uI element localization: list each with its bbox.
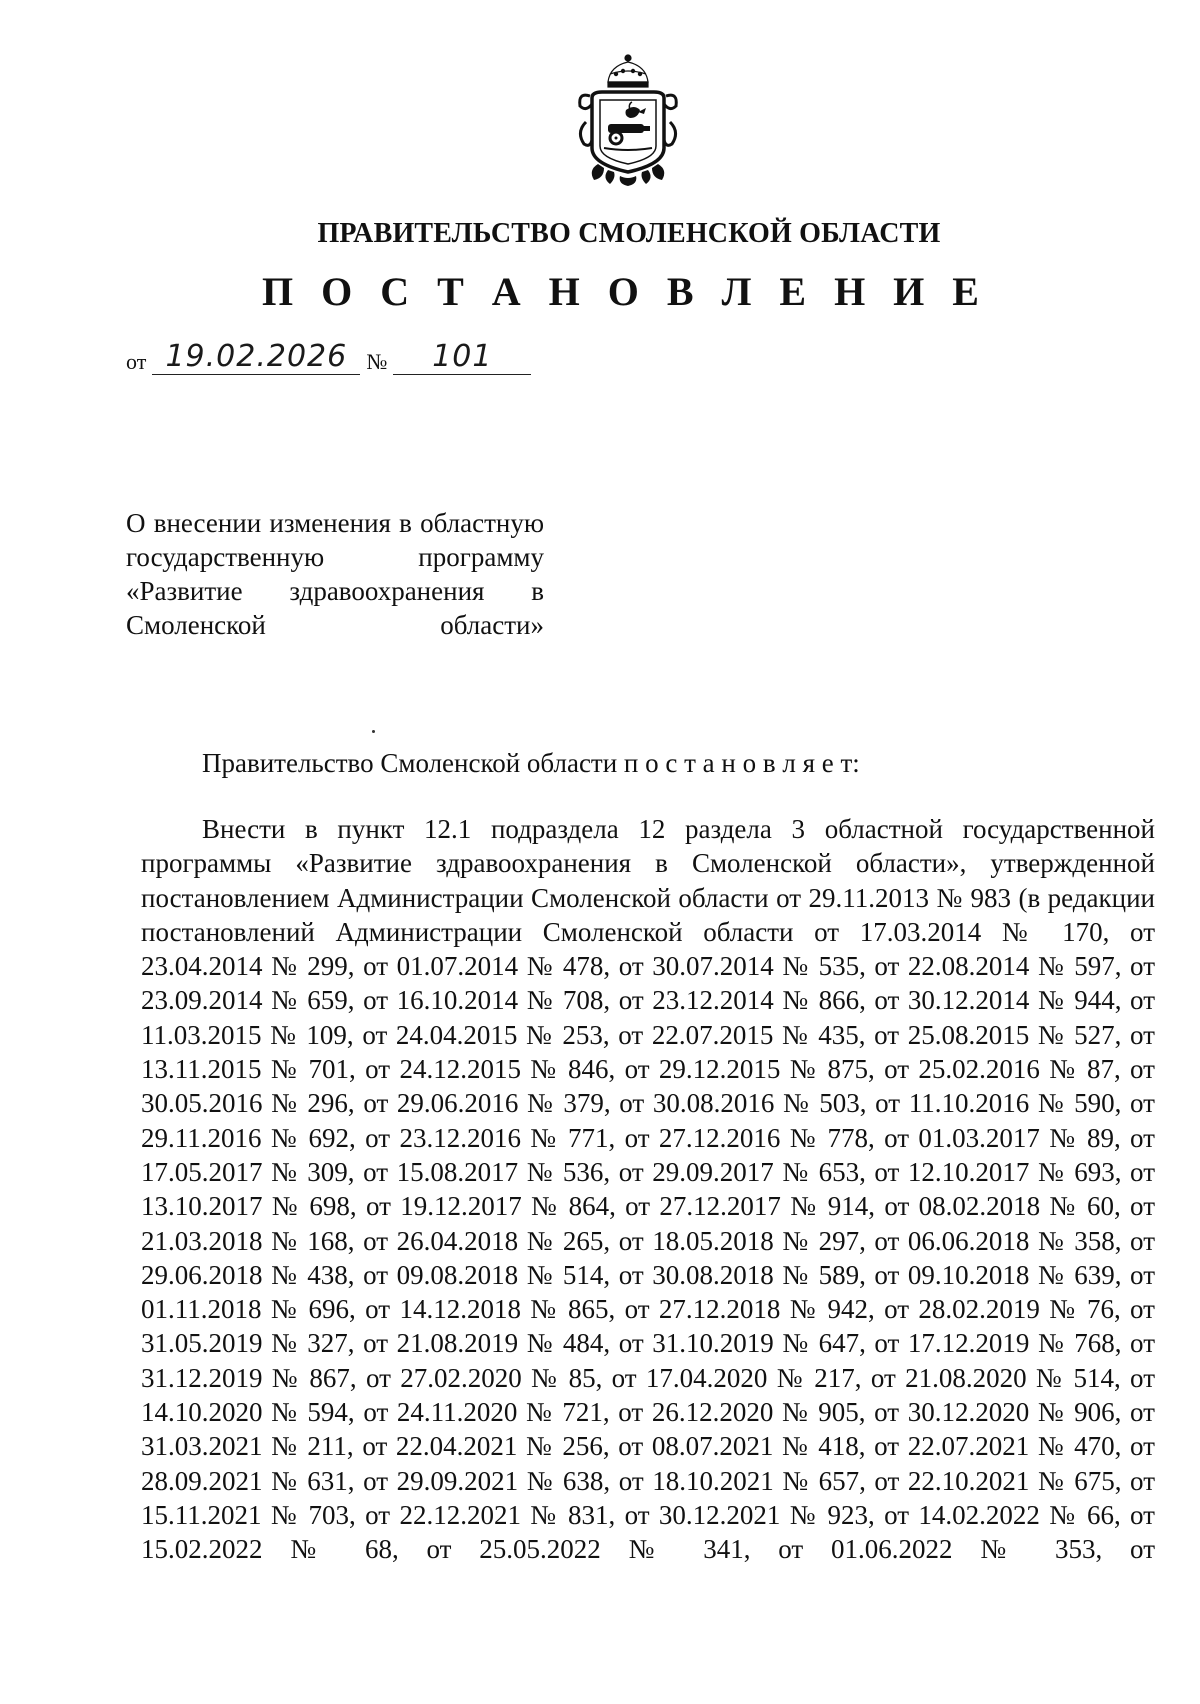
handwritten-number: 101 <box>393 340 531 375</box>
document-type-title: П О С Т А Н О В Л Е Н И Е <box>262 269 988 314</box>
handwritten-date: 19.02.2026 <box>152 340 360 375</box>
stray-mark <box>372 730 375 733</box>
number-label: № <box>366 349 388 374</box>
date-from-label: от <box>126 349 147 374</box>
body-paragraph: Внести в пункт 12.1 подраздела 12 раздела 3 областной государственной программы «Развитие здравоохранения в Смоленской области», утвержденной постановлением Администрации Смоленской области от 29.11.2013 № 983 (в редакции постановлений Администрации Смоленской области от 17.03.2014 № 170, от 23.04.2014 № 299, от 01.07.2014 № 478, от 30.07.2014 № 535, от 22.08.2014 № 597, от 23.09.2014 № 659, от 16.10.2014 № 708, от 23.12.2014 № 866, от 30.12.2014 № 944, от 11.03.2015 № 109, от 24.04.2015 № 253, от 22.07.2015 № 435, от 25.08.2015 № 527, от 13.11.2015 № 701, от 24.12.2015 № 846, от 29.12.2015 № 875, от 25.02.2016 № 87, от 30.05.2016 № 296, от 29.06.2016 № 379, от 30.08.2016 № 503, от 11.10.2016 № 590, от 29.11.2016 № 692, от 23.12.2016 № 771, от 27.12.2016 № 778, от 01.03.2017 № 89, от 17.05.2017 № 309, от 15.08.2017 № 536, от 29.09.2017 № 653, от 12.10.2017 № 693, от 13.10.2017 № 698, от 19.12.2017 № 864, от 27.12.2017 № 914, от 08.02.2018 № 60, от 21.03.2018 № 168, от 26.04.2018 № 265, от 18.05.2018 № 297, от 06.06.2018 № 358, от 29.06.2018 № 438, от 09.08.2018 № 514, от 30.08.2018 № 589, от 09.10.2018 № 639, от 01.11.2018 № 696, от 14.12.2018 № 865, от 27.12.2018 № 942, от 28.02.2019 № 76, от 31.05.2019 № 327, от 21.08.2019 № 484, от 31.10.2019 № 647, от 17.12.2019 № 768, от 31.12.2019 № 867, от 27.02.2020 № 85, от 17.04.2020 № 217, от 21.08.2020 № 514, от 14.10.2020 № 594, от 24.11.2020 № 721, от 26.12.2020 № 905, от 30.12.2020 № 906, от 31.03.2021 № 211, от 22.04.2021 № 256, от 08.07.2021 № 418, от 22.07.2021 № 470, от 28.09.2021 № 631, от 29.09.2021 № 638, от 18.10.2021 № 657, от 22.10.2021 № 675, от 15.11.2021 № 703, от 22.12.2021 № 831, от 30.12.2021 № 923, от 14.02.2022 № 66, от 15.02.2022 № 68, от 25.05.2022 № 341, от 01.06.2022 № 353, от <box>141 814 1155 1565</box>
document-subject: О внесении изменения в областную государственную программу «Развитие здравоохранения в Смоленской области» <box>126 508 544 640</box>
date-number-line <box>126 340 531 375</box>
organization-title: ПРАВИТЕЛЬСТВО СМОЛЕНСКОЙ ОБЛАСТИ <box>317 218 941 249</box>
smolensk-coat-of-arms-icon <box>568 52 688 188</box>
decree-statement: Правительство Смоленской области п о с т а н о в л я е т: <box>202 748 860 778</box>
